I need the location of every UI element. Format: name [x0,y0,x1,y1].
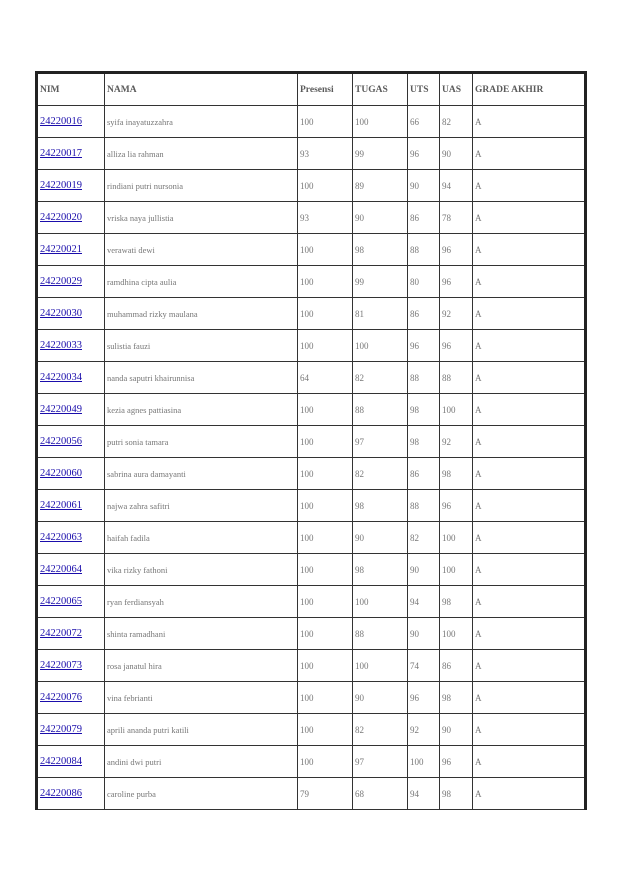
grade-cell: A [473,170,586,202]
grade-cell: A [473,298,586,330]
nim-link[interactable]: 24220049 [40,404,82,415]
nama-cell: rindiani putri nursonia [105,170,298,202]
nim-link[interactable]: 24220086 [40,788,82,799]
presensi-cell: 100 [298,554,353,586]
nama-cell: sabrina aura damayanti [105,458,298,490]
uas-cell: 92 [440,426,473,458]
nama-cell: andini dwi putri [105,746,298,778]
nim-link[interactable]: 24220064 [40,564,82,575]
table-row [37,554,586,586]
uts-cell: 86 [408,298,440,330]
nim-link[interactable]: 24220034 [40,372,82,383]
nim-link[interactable]: 24220065 [40,596,82,607]
nim-cell [37,170,105,202]
uts-cell: 88 [408,234,440,266]
nim-link[interactable]: 24220021 [40,244,82,255]
tugas-cell: 68 [353,778,408,810]
uas-cell: 88 [440,362,473,394]
tugas-cell: 88 [353,618,408,650]
tugas-cell: 90 [353,682,408,714]
tugas-cell: 82 [353,714,408,746]
table-row [37,778,586,810]
nim-link[interactable]: 24220019 [40,180,82,191]
grade-cell: A [473,778,586,810]
nim-cell [37,522,105,554]
uts-cell: 86 [408,458,440,490]
grade-cell: A [473,618,586,650]
uas-cell: 100 [440,618,473,650]
nim-cell [37,298,105,330]
uas-cell: 86 [440,650,473,682]
presensi-cell: 100 [298,234,353,266]
uas-cell: 98 [440,778,473,810]
presensi-cell: 64 [298,362,353,394]
nim-link[interactable]: 24220079 [40,724,82,735]
grade-cell: A [473,458,586,490]
grade-cell: A [473,234,586,266]
grade-cell: A [473,138,586,170]
uts-cell: 96 [408,682,440,714]
presensi-cell: 93 [298,138,353,170]
nim-link[interactable]: 24220020 [40,212,82,223]
uas-cell: 96 [440,234,473,266]
uas-cell: 90 [440,714,473,746]
presensi-cell: 100 [298,394,353,426]
nama-cell: haifah fadila [105,522,298,554]
tugas-cell: 82 [353,362,408,394]
nama-cell: aprili ananda putri katili [105,714,298,746]
header-nama: NAMA [105,73,298,106]
presensi-cell: 100 [298,682,353,714]
nim-cell [37,778,105,810]
presensi-cell: 100 [298,266,353,298]
table-row [37,170,586,202]
nim-cell [37,234,105,266]
table-row [37,394,586,426]
grade-cell: A [473,682,586,714]
table-row [37,522,586,554]
nim-cell [37,138,105,170]
nim-link[interactable]: 24220073 [40,660,82,671]
nim-cell [37,554,105,586]
tugas-cell: 90 [353,202,408,234]
grade-cell: A [473,106,586,138]
nim-link[interactable]: 24220060 [40,468,82,479]
header-uas: UAS [440,73,473,106]
nim-cell [37,618,105,650]
nama-cell: verawati dewi [105,234,298,266]
nim-cell [37,714,105,746]
nim-cell [37,106,105,138]
grades-table [35,71,587,810]
nama-cell: shinta ramadhani [105,618,298,650]
presensi-cell: 93 [298,202,353,234]
uas-cell: 100 [440,554,473,586]
nim-cell [37,746,105,778]
grade-cell: A [473,650,586,682]
nama-cell: sulistia fauzi [105,330,298,362]
uts-cell: 98 [408,394,440,426]
uts-cell: 98 [408,426,440,458]
tugas-cell: 100 [353,586,408,618]
table-row [37,682,586,714]
uas-cell: 98 [440,458,473,490]
presensi-cell: 100 [298,330,353,362]
tugas-cell: 97 [353,746,408,778]
table-row [37,458,586,490]
uas-cell: 96 [440,266,473,298]
nim-cell [37,330,105,362]
uas-cell: 98 [440,586,473,618]
nim-cell [37,266,105,298]
nama-cell: najwa zahra safitri [105,490,298,522]
nim-cell [37,490,105,522]
uas-cell: 96 [440,330,473,362]
tugas-cell: 100 [353,106,408,138]
presensi-cell: 100 [298,522,353,554]
uts-cell: 100 [408,746,440,778]
table-row [37,746,586,778]
nama-cell: putri sonia tamara [105,426,298,458]
tugas-cell: 99 [353,138,408,170]
table-row [37,330,586,362]
table-row [37,586,586,618]
tugas-cell: 81 [353,298,408,330]
nim-cell [37,586,105,618]
nama-cell: caroline purba [105,778,298,810]
table-row [37,202,586,234]
tugas-cell: 82 [353,458,408,490]
nim-link[interactable]: 24220017 [40,148,82,159]
nim-cell [37,682,105,714]
grade-cell: A [473,746,586,778]
table-row [37,234,586,266]
nama-cell: syifa inayatuzzahra [105,106,298,138]
uas-cell: 92 [440,298,473,330]
nama-cell: vika rizky fathoni [105,554,298,586]
uas-cell: 100 [440,394,473,426]
presensi-cell: 100 [298,458,353,490]
presensi-cell: 100 [298,586,353,618]
uts-cell: 88 [408,362,440,394]
uas-cell: 90 [440,138,473,170]
table-row [37,106,586,138]
nim-cell [37,458,105,490]
table-row [37,362,586,394]
grade-cell: A [473,586,586,618]
uas-cell: 82 [440,106,473,138]
nama-cell: alliza lia rahman [105,138,298,170]
presensi-cell: 100 [298,650,353,682]
uts-cell: 90 [408,554,440,586]
header-nim: NIM [37,73,105,106]
uts-cell: 74 [408,650,440,682]
nama-cell: muhammad rizky maulana [105,298,298,330]
uas-cell: 96 [440,490,473,522]
grade-cell: A [473,202,586,234]
uas-cell: 100 [440,522,473,554]
table-header [37,73,586,106]
presensi-cell: 100 [298,170,353,202]
tugas-cell: 100 [353,650,408,682]
nama-cell: vriska naya jullistia [105,202,298,234]
grade-cell: A [473,522,586,554]
nama-cell: ramdhina cipta aulia [105,266,298,298]
table-row [37,138,586,170]
grade-cell: A [473,362,586,394]
grade-cell: A [473,330,586,362]
nama-cell: vina febrianti [105,682,298,714]
tugas-cell: 98 [353,490,408,522]
uas-cell: 98 [440,682,473,714]
table-row [37,426,586,458]
nama-cell: rosa janatul hira [105,650,298,682]
uts-cell: 94 [408,586,440,618]
uts-cell: 82 [408,522,440,554]
nim-link[interactable]: 24220084 [40,756,82,767]
nama-cell: nanda saputri khairunnisa [105,362,298,394]
nim-link[interactable]: 24220061 [40,500,82,511]
header-row [37,73,586,106]
tugas-cell: 97 [353,426,408,458]
uts-cell: 90 [408,170,440,202]
table-row [37,298,586,330]
nim-link[interactable]: 24220063 [40,532,82,543]
grade-cell: A [473,714,586,746]
grade-cell: A [473,426,586,458]
presensi-cell: 100 [298,426,353,458]
presensi-cell: 100 [298,298,353,330]
nim-link[interactable]: 24220030 [40,308,82,319]
uas-cell: 94 [440,170,473,202]
table-row [37,714,586,746]
tugas-cell: 98 [353,554,408,586]
presensi-cell: 79 [298,778,353,810]
nim-cell [37,202,105,234]
nim-link[interactable]: 24220033 [40,340,82,351]
tugas-cell: 98 [353,234,408,266]
presensi-cell: 100 [298,618,353,650]
tugas-cell: 100 [353,330,408,362]
table-row [37,618,586,650]
header-grade-akhir: GRADE AKHIR [473,73,586,106]
tugas-cell: 99 [353,266,408,298]
header-presensi: Presensi [298,73,353,106]
uts-cell: 94 [408,778,440,810]
nim-link[interactable]: 24220016 [40,116,82,127]
uas-cell: 96 [440,746,473,778]
nama-cell: kezia agnes pattiasina [105,394,298,426]
presensi-cell: 100 [298,490,353,522]
nim-link[interactable]: 24220076 [40,692,82,703]
uts-cell: 66 [408,106,440,138]
uas-cell: 78 [440,202,473,234]
header-uts: UTS [408,73,440,106]
tugas-cell: 88 [353,394,408,426]
uts-cell: 96 [408,138,440,170]
table-row [37,650,586,682]
uts-cell: 86 [408,202,440,234]
nim-cell [37,426,105,458]
nim-cell [37,394,105,426]
uts-cell: 90 [408,618,440,650]
presensi-cell: 100 [298,746,353,778]
uts-cell: 80 [408,266,440,298]
table-body [37,106,586,810]
nim-link[interactable]: 24220056 [40,436,82,447]
grade-cell: A [473,554,586,586]
tugas-cell: 90 [353,522,408,554]
nim-link[interactable]: 24220029 [40,276,82,287]
tugas-cell: 89 [353,170,408,202]
presensi-cell: 100 [298,714,353,746]
table-row [37,266,586,298]
nama-cell: ryan ferdiansyah [105,586,298,618]
uts-cell: 92 [408,714,440,746]
nim-cell [37,650,105,682]
grade-cell: A [473,490,586,522]
nim-cell [37,362,105,394]
uts-cell: 88 [408,490,440,522]
header-tugas: TUGAS [353,73,408,106]
uts-cell: 96 [408,330,440,362]
presensi-cell: 100 [298,106,353,138]
grade-cell: A [473,266,586,298]
grade-cell: A [473,394,586,426]
nim-link[interactable]: 24220072 [40,628,82,639]
table-row [37,490,586,522]
